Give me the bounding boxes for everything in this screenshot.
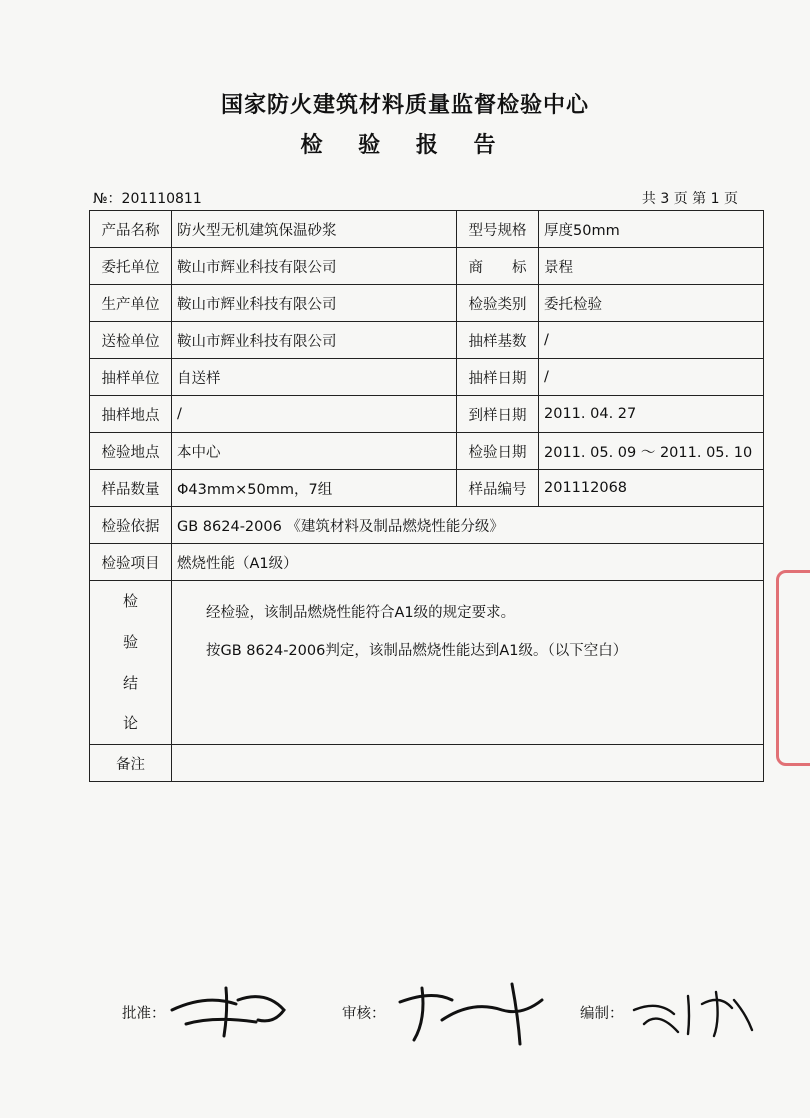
page-info: 共 3 页 第 1 页 <box>641 191 738 207</box>
field-value: Φ43mm×50mm，7组 <box>172 470 457 507</box>
item-value: 燃烧性能（A1级） <box>172 544 764 581</box>
approve-signature <box>166 980 296 1040</box>
field-row <box>90 211 764 248</box>
field-value-2: / <box>539 359 764 396</box>
conclusion-line-2: 按GB 8624-2006判定，该制品燃烧性能达到A1级。（以下空白） <box>206 643 628 659</box>
field-label-2: 样品编号 <box>457 470 539 507</box>
field-label-2: 型号规格 <box>457 211 539 248</box>
field-row <box>90 433 764 470</box>
conclusion-char: 检 <box>122 592 138 610</box>
field-label-2: 抽样日期 <box>457 359 539 396</box>
field-value: / <box>172 396 457 433</box>
field-value-2: 委托检验 <box>539 285 764 322</box>
conclusion-char: 结 <box>122 673 138 692</box>
field-label: 抽样地点 <box>90 396 172 433</box>
field-value: 本中心 <box>172 433 457 470</box>
field-value-2: 厚度50mm <box>539 211 764 248</box>
basis-value: GB 8624-2006 《建筑材料及制品燃烧性能分级》 <box>172 507 764 544</box>
field-row <box>90 322 764 359</box>
field-value-2: 景程 <box>539 248 764 285</box>
conclusion-cell <box>172 581 764 745</box>
review-label: 审核： <box>342 1006 386 1022</box>
approve-label: 批准： <box>122 1006 166 1022</box>
org-name: 国家防火建筑材料质量监督检验中心 <box>220 93 589 118</box>
compile-label: 编制： <box>580 1006 624 1022</box>
field-value-2: 201112068 <box>539 470 764 507</box>
conclusion-char: 验 <box>122 632 138 651</box>
remark-label: 备注 <box>90 745 172 782</box>
field-value: 鞍山市辉业科技有限公司 <box>172 285 457 322</box>
field-label: 抽样单位 <box>90 359 172 396</box>
review-signature <box>392 980 562 1050</box>
field-value: 防火型无机建筑保温砂浆 <box>172 211 457 248</box>
basis-label: 检验依据 <box>90 507 172 544</box>
report-title: 检 验 报 告 <box>300 133 510 158</box>
item-label: 检验项目 <box>90 544 172 581</box>
field-label: 产品名称 <box>90 211 172 248</box>
field-label: 送检单位 <box>90 322 172 359</box>
field-row <box>90 359 764 396</box>
field-value: 自送样 <box>172 359 457 396</box>
conclusion-char: 论 <box>122 714 138 733</box>
field-row <box>90 396 764 433</box>
report-number: №：201110811 <box>93 191 202 207</box>
field-label: 生产单位 <box>90 285 172 322</box>
field-row <box>90 470 764 507</box>
field-value-2: / <box>539 322 764 359</box>
field-label-2: 检验日期 <box>457 433 539 470</box>
field-value: 鞍山市辉业科技有限公司 <box>172 248 457 285</box>
report-table <box>89 210 764 782</box>
field-label-2: 检验类别 <box>457 285 539 322</box>
field-label: 检验地点 <box>90 433 172 470</box>
field-label: 委托单位 <box>90 248 172 285</box>
field-value-2: 2011. 04. 27 <box>539 396 764 433</box>
field-label-2: 商 标 <box>457 248 539 285</box>
field-value-2: 2011. 05. 09 ～ 2011. 05. 10 <box>539 433 764 470</box>
compile-signature <box>628 980 758 1040</box>
field-label-2: 抽样基数 <box>457 322 539 359</box>
conclusion-label <box>90 581 172 745</box>
remark-value <box>172 745 764 782</box>
field-value: 鞍山市辉业科技有限公司 <box>172 322 457 359</box>
field-row <box>90 248 764 285</box>
field-label-2: 到样日期 <box>457 396 539 433</box>
field-label: 样品数量 <box>90 470 172 507</box>
edge-seal <box>776 570 810 766</box>
conclusion-line-1: 经检验，该制品燃烧性能符合A1级的规定要求。 <box>206 605 516 621</box>
field-row <box>90 285 764 322</box>
